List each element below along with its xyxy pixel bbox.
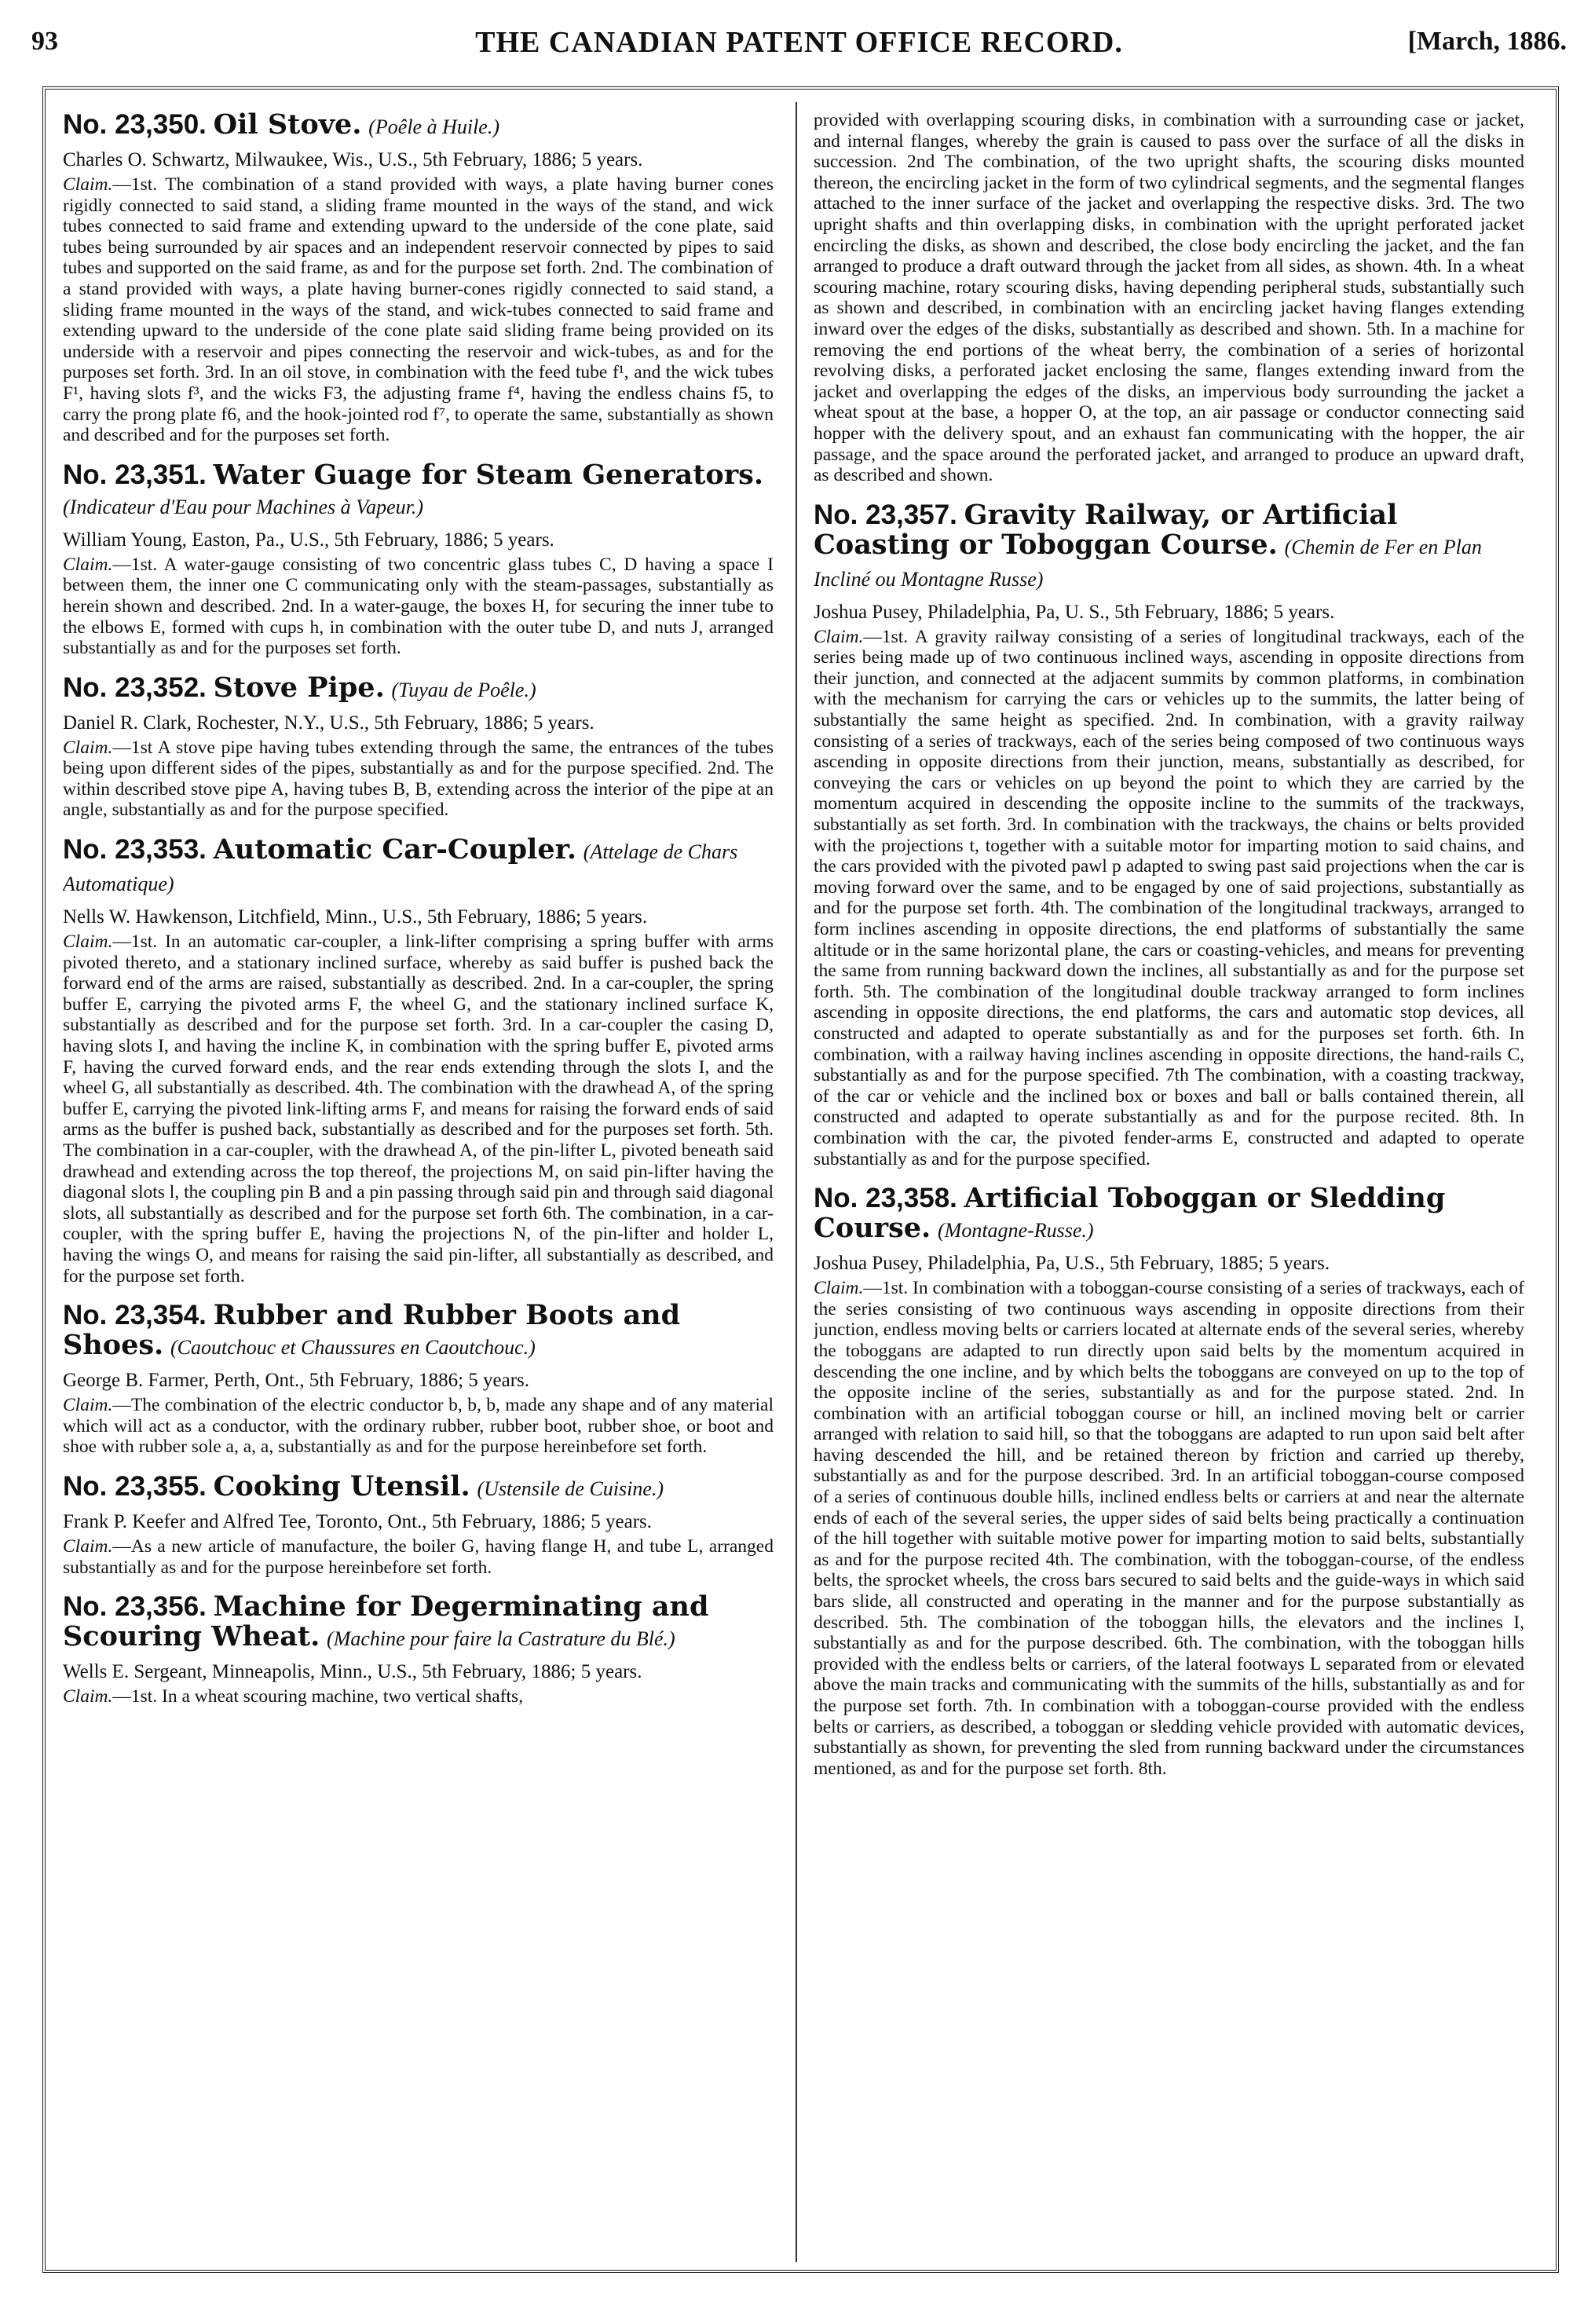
french-title: (Montagne-Russe.) [938, 1219, 1094, 1243]
patent-entry-23356 [63, 1592, 774, 1707]
patent-title: Gravity Railway, or Artificial Coasting or Toboggan Course. [814, 498, 1398, 561]
patent-title: Stove Pipe. [213, 671, 385, 704]
claim-text [63, 737, 774, 821]
patent-entry-23354 [63, 1301, 774, 1458]
issue-date: [March, 1886. [1407, 27, 1567, 56]
claim-body: —1st. In an automatic car-coupler, a link-lifter comprising a spring buffer with arms pivoted thereto, and a stationary inclined surface, whereby as said buffer is pushed back the forward end of the arms are raised, substantially as described. 2nd. In a car-coupler, the spring buffer E, carrying the pivoted arms F, the wheel G, and the stationary inclined surface K, substantially as described and for the purpose set forth. 3rd. In a car-coupler the casing D, having slots I, and having the incline K, in combination with the spring buffer E, pivoted arms F, having the curved forward ends, and the rear ends extending through the slots I, and the wheel G, all substantially as described. 4th. The combination with the drawhead A, of the spring buffer E, carrying the pivoted link-lifting arms F, and means for raising the forward ends of said arms as the buffer is pushed back, substantially as described and for the purposes set forth. 5th. The combination in a car-coupler, with the drawhead A, of the pin-lifter L, pivoted beneath said drawhead and extending across the top thereof, the projections M, on said pin-lifter having the diagonal slots l, the coupling pin B and a pin passing through said pin and through said diagonal slots, all substantially as described and for the purpose set forth 6th. The combination, in a car-coupler, with the spring buffer E, having the projections N, of the pin-lifter and holder L, having the wings O, and means for raising the said pin-lifter, all substantially as described, and for the purpose set forth. [63, 931, 774, 1286]
patent-number: No. 23,351. [63, 459, 207, 490]
patent-entry-23357 [814, 500, 1524, 1169]
claim-body: —As a new article of manufacture, the boiler G, having flange H, and tube L, arranged substantially as and for the purpose hereinbefore set forth. [63, 1535, 774, 1578]
patent-title: Cooking Utensil. [213, 1469, 470, 1502]
entry-heading [814, 1184, 1524, 1246]
claim-text [63, 1686, 774, 1707]
entry-heading [814, 500, 1524, 595]
claim-body: —1st. A gravity railway consisting of a series of longitudinal trackways, each of the series being made up of two continuous inclined ways, ascending in opposite directions from their junction, and connected at the adjacent summits by common platforms, in combination with the mechanism for carrying the cars or vehicles up to the summits, the latter being of substantially the same height as specified. 2nd. In combination, with a gravity railway consisting of a series of trackways, each of the series being composed of two continuous ways ascending in opposite directions from their junction, means, substantially as described, for conveying the cars or vehicles on up beyond the point to which they are carried by the momentum acquired in descending the opposite incline to the summits of the trackways, substantially as set forth. 3rd. In combination with the trackways, the chains or belts provided with the projections t, together with a suitable motor for imparting motion to said chains, and the cars provided with the pivoted pawl p adapted to swing past said projections when the car is moving forward over the same, and to be engaged by one of said projections, substantially as and for the purpose set forth. 4th. The combination of the longitudinal trackways, arranged to form inclines ascending in opposite directions, the end platforms of substantially the same altitude or in the same horizontal plane, the cars or coasting-vehicles, and means for preventing the same from running backward down the inclines, all substantially as and for the purpose set forth. 5th. The combination of the longitudinal double trackway arranged to form inclines ascending in opposite directions, the end platforms, the cars and automatic stop devices, all constructed and adapted to operate substantially as and for the purposes set forth. 6th. In combination, with a railway having inclines ascending in opposite directions, the hand-rails C, substantially as and for the purpose specified. 7th The combination, with a coasting trackway, of the car or vehicle and the inclined box or boxes and ball or balls contained therein, all constructed and adapted to operate substantially as and for the purpose recited. 8th. In combination with the car, the pivoted fender-arms E, constructed and adapted to operate substantially as and for the purpose specified. [814, 626, 1524, 1169]
patent-title: Artificial Toboggan or Sledding Course. [814, 1182, 1446, 1245]
inventor-line: Joshua Pusey, Philadelphia, Pa, U.S., 5th February, 1885; 5 years. [814, 1253, 1330, 1275]
patent-title: Machine for Degerminating and Scouring Wheat. [63, 1590, 709, 1653]
patent-number: No. 23,356. [63, 1591, 207, 1623]
patent-entry-23353 [63, 835, 774, 1286]
entry-heading [63, 460, 774, 522]
french-title: (Machine pour faire la Castrature du Blé.) [327, 1627, 675, 1651]
inventor-line: Frank P. Keefer and Alfred Tee, Toronto, Ont., 5th February, 1886; 5 years. [63, 1510, 653, 1532]
french-title: (Ustensile de Cuisine.) [477, 1477, 664, 1500]
claim-text [814, 1278, 1524, 1779]
claim-text [63, 174, 774, 446]
patent-entry-23352 [63, 673, 774, 821]
claim-text [63, 931, 774, 1286]
claim-continuation: provided with overlapping scouring disks, in combination with a surrounding case or jacket, and internal flanges, whereby the grain is caused to pass over the surface of all the disks in succession. 2nd The combination, of the two upright shafts, the scouring disks mounted thereon, the encircling jacket in the form of two cylindrical segments, and the segmental flanges attached to the inner surface of the jacket and overlapping the respective disks. 3rd. The two upright shafts and thin overlapping disks, in combination with the upright perforated jacket encircling the disks, as shown and described, the close body encircling the jacket, and the fan arranged to produce a draft outward through the jacket from all sides, as shown. 4th. In a wheat scouring machine, rotary scouring disks, having depending peripheral studs, substantially such as shown and described, in combination with an encircling jacket having flanges extending inward over the edges of the disks, substantially as described and shown. 5th. In a machine for removing the end portions of the wheat berry, the combination of a series of horizontal revolving disks, a perforated jacket enclosing the same, flanges extending inward from the jacket and overlapping the edges of the disks, an impervious body surrounding the jacket a wheat spout at the base, a hopper O, at the top, an air passage or conductor connecting said hopper with the delivery spout, and an exhaust fan communicating with the hopper, the air passage, and the space around the perforated jacket, and arranged to produce an upward draft, as described and shown. [814, 110, 1524, 486]
entry-heading [63, 835, 774, 899]
inventor-line: Daniel R. Clark, Rochester, N.Y., U.S., 5th February, 1886; 5 years. [63, 712, 594, 734]
publication-title: THE CANADIAN PATENT OFFICE RECORD. [475, 26, 1123, 59]
patent-entry-23355 [63, 1469, 774, 1578]
inventor-line: Joshua Pusey, Philadelphia, Pa, U. S., 5th February, 1886; 5 years. [814, 601, 1335, 623]
claim-label: Claim. [63, 737, 113, 758]
entry-heading [63, 1592, 774, 1654]
claim-text [814, 627, 1524, 1169]
claim-body: —The combination of the electric conductor b, b, b, made any shape and of any material which will act as a conductor, with the ordinary rubber, rubber boot, rubber shoe, or boot and shoe with rubber sole a, a, a, substantially as and for the purpose hereinbefore set forth. [63, 1395, 774, 1458]
patent-entry-23350 [63, 110, 774, 446]
claim-text [63, 1395, 774, 1458]
claim-label: Claim. [63, 1395, 113, 1416]
patent-number: No. 23,354. [63, 1300, 207, 1331]
inventor-line: George B. Farmer, Perth, Ont., 5th February, 1886; 5 years. [63, 1370, 530, 1392]
claim-body: —1st. A water-gauge consisting of two concentric glass tubes C, D having a space I between them, the inner one C communicating only with the steam-passages, substantially as herein shown and described. 2nd. In a water-gauge, the boxes H, for securing the inner tube to the elbows E, formed with cups h, in combination with the outer tube D, and nuts J, arranged substantially as and for the purposes set forth. [63, 554, 774, 659]
french-title: (Poêle à Huile.) [368, 115, 499, 138]
entry-heading [63, 1469, 774, 1504]
patent-number: No. 23,353. [63, 834, 207, 866]
claim-label: Claim. [814, 626, 864, 647]
claim-label: Claim. [63, 554, 113, 575]
claim-text [63, 1536, 774, 1578]
claim-body: —1st. The combination of a stand provided with ways, a plate having burner cones rigidly connected to said stand, a sliding frame mounted in the ways of the stand, and wick tubes connected to said frame and extending upward to the underside of the cone plate, said tubes being surrounded by air spaces and an independent reservoir connected by pipes to said tubes and supported on the said frame, as and for the purpose set forth. 2nd. The combination of a stand provided with ways, a plate having burner-cones rigidly connected to said stand, a sliding frame mounted in the ways of the stand, and wick-tubes connected to said frame and extending upward to the underside of the cone plate said sliding frame being provided on its underside with a reservoir and pipes connecting the reservoir and wick-tubes, as and for the purposes set forth. 3rd. In an oil stove, in combination with the feed tube f¹, and the wick tubes F¹, having slots f³, and the wicks F3, the adjusting frame f⁴, having the endless chains f5, to carry the prong plate f6, and the hook-jointed rod f⁷, to operate the same, substantially as shown and described and for the purposes set forth. [63, 174, 774, 446]
french-title: (Chemin de Fer en Plan Incliné ou Montagne Russe) [814, 535, 1482, 591]
patent-title: Automatic Car-Coupler. [213, 833, 577, 866]
patent-title: Oil Stove. [213, 110, 362, 141]
claim-label: Claim. [63, 931, 113, 953]
french-title: (Indicateur d'Eau pour Machines à Vapeur.) [63, 495, 424, 518]
claim-label: Claim. [814, 1278, 864, 1299]
claim-label: Claim. [63, 1535, 113, 1557]
entry-heading [63, 1301, 774, 1363]
patent-entry-23356-continued [814, 110, 1524, 486]
claim-text [63, 554, 774, 659]
column-divider [796, 102, 797, 2262]
page-number: 93 [31, 27, 58, 56]
claim-body: —1st. In a wheat scouring machine, two vertical shafts, [112, 1686, 524, 1707]
french-title: (Caoutchouc et Chaussures en Caoutchouc.) [170, 1336, 536, 1360]
inventor-line: William Young, Easton, Pa., U.S., 5th February, 1886; 5 years. [63, 529, 554, 551]
left-column [63, 110, 774, 2262]
entry-heading [63, 110, 774, 142]
patent-title: Rubber and Rubber Boots and Shoes. [63, 1299, 681, 1362]
patent-number: No. 23,357. [814, 499, 957, 530]
claim-label: Claim. [63, 174, 113, 195]
inventor-line: Nells W. Hawkenson, Litchfield, Minn., U.S., 5th February, 1886; 5 years. [63, 906, 648, 928]
right-column [814, 110, 1524, 2262]
inventor-line: Wells E. Sergeant, Minneapolis, Minn., U.S., 5th February, 1886; 5 years. [63, 1661, 642, 1683]
patent-number: No. 23,358. [814, 1183, 957, 1214]
patent-number: No. 23,350. [63, 110, 207, 140]
claim-label: Claim. [63, 1686, 113, 1707]
claim-body: —1st A stove pipe having tubes extending through the same, the entrances of the tubes being upon different sides of the pipes, substantially as and for the purpose specified. 2nd. The within described stove pipe A, having tubes B, B, extending across the interior of the pipe at an angle, substantially as and for the purpose specified. [63, 737, 774, 821]
entry-heading [63, 673, 774, 705]
patent-entry-23351 [63, 460, 774, 659]
patent-title: Water Guage for Steam Generators. [213, 458, 764, 491]
french-title: (Tuyau de Poêle.) [391, 678, 536, 701]
page-header [31, 22, 1567, 69]
inventor-line: Charles O. Schwartz, Milwaukee, Wis., U.S., 5th February, 1886; 5 years. [63, 149, 643, 170]
patent-number: No. 23,355. [63, 1470, 207, 1502]
claim-body: —1st. In combination with a toboggan-course consisting of a series of trackways, each of the series consisting of two continuous ways ascending in opposite directions from their junction, endless moving belts or carriers located at alternate ends of the several series, whereby the toboggans are adapted to run directly upon said belts by the momentum acquired in descending the one incline, and by which belts the toboggans are conveyed on up to the top of the opposite incline of the series, substantially as and for the purpose stated. 2nd. In combination with an artificial toboggan course or hill, an inclined moving belt or carrier arranged with relation to said hill, so that the toboggans are adapted to run upon said belt after having descended the hill, and be retained thereon by friction and carried up thereby, substantially as and for the purpose described. 3rd. In an artificial toboggan-course composed of a series of continuous double hills, inclined endless belts or carriers at and near the alternate ends of each of the several series, the upper sides of said belts being practically a continuation of the hill together with suitable motive power for imparting motion to said belts, substantially as and for the purpose recited 4th. The combination, with the toboggan-course, of the endless belts, the sprocket wheels, the cross bars secured to said belts and the guide-ways in which said bars slide, all constructed and operating in the manner and for the purpose substantially as described. 5th. The combination of the toboggan hills, the elevators and the inclines I, substantially as and for the purpose described. 6th. The combination, with the toboggan hills provided with the endless belts or carriers, of the lateral footways L separated from or elevated above the main tracks and communicating with the summits of the hills, substantially as and for the purpose set forth. 7th. In combination with a toboggan-course provided with the endless belts or carriers, as described, a toboggan or sledding vehicle provided with automatic devices, substantially as shown, for preventing the sled from running backward under the circumstances mentioned, as and for the purpose set forth. 8th. [814, 1278, 1524, 1779]
french-title: (Attelage de Chars Automatique) [63, 840, 738, 896]
patent-number: No. 23,352. [63, 672, 207, 703]
patent-entry-23358 [814, 1184, 1524, 1779]
